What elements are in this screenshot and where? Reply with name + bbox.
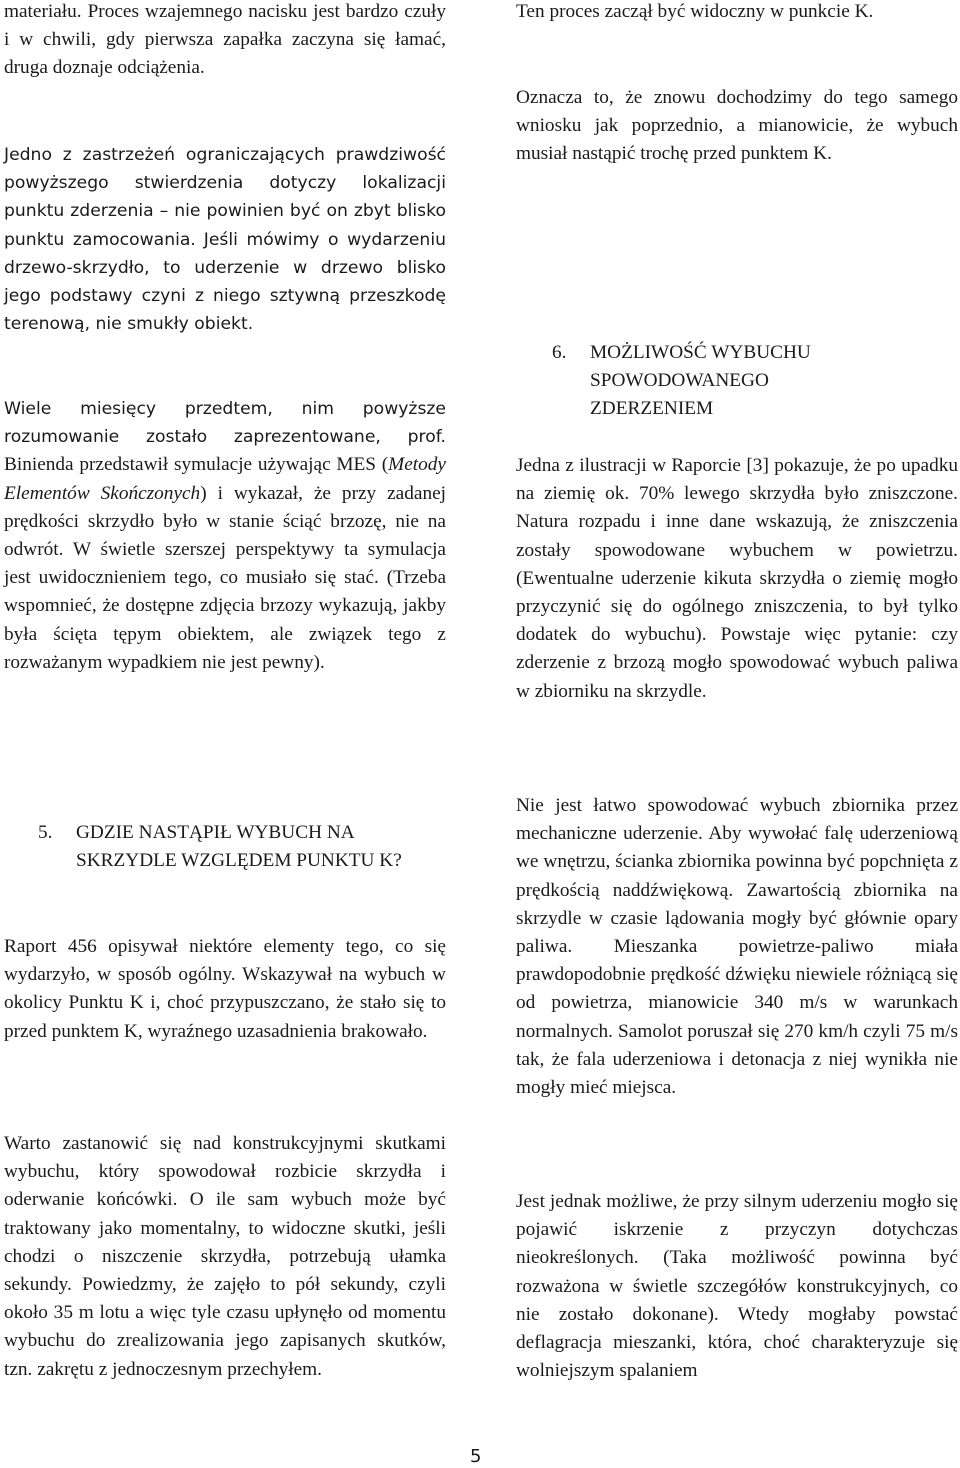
paragraph (516, 84, 958, 169)
section-title: GDZIE NASTĄPIŁ WYBUCH NA SKRZYDLE WZGLĘDEM PUNKTU K? (76, 822, 402, 872)
text-run: Jedna z ilustracji w Raporcie [3] pokazuje, że po upadku na ziemię ok. 70% lewego skrzydła było zniszczone. (516, 455, 958, 505)
paragraph (516, 0, 958, 26)
paragraph (516, 452, 958, 706)
section-heading-6 (552, 339, 890, 424)
text-run: Nie jest łatwo spowodować wybuch zbiornika przez mechaniczne uderzenie. (516, 795, 958, 845)
page-number: 5 (470, 1446, 482, 1467)
text-run: Zawartością zbiornika na skrzydle w czasie lądowania mogły być głównie opary paliwa. (516, 879, 958, 958)
text-run: Aby wywołać falę uderzeniową we wnętrzu, ścianka zbiornika powinna być popchnięta z prędkością naddźwiękową. (516, 823, 958, 901)
paragraph (4, 395, 446, 677)
text-run: materiału. Proces wzajemnego nacisku jest bardzo czuły i w chwili, gdy pierwsza zapałka zaczyna się łamać, druga doznaje odciążenia. (4, 1, 446, 79)
paragraph (516, 1188, 958, 1385)
section-heading-5 (38, 819, 436, 875)
text-run: Wtedy mogłaby powstać deflagracja mieszanki, która, choć charakteryzuje się wolniejszym spalaniem (516, 1303, 958, 1382)
text-run: Jest jednak możliwe, że przy silnym uderzeniu mogło się pojawić iskrzenie z przyczyn dotychczas nieokreślonych. (516, 1191, 958, 1269)
text-run: Jedno z zastrzeżeń ograniczających prawdziwość powyższego stwierdzenia dotyczy lokalizacji punktu zderzenia – nie powinien być on zbyt blisko punktu zamocowania. (4, 145, 446, 250)
section-number: 5. (38, 822, 53, 843)
paragraph (4, 0, 446, 83)
text-run: O ile sam wybuch może być traktowany jako momentalny, to widoczne skutki, jeśli chodzi o niszczenie skrzydła, potrzebują ułamka sekundy. (4, 1189, 446, 1296)
text-run: Warto zastanowić się nad konstrukcyjnymi skutkami wybuchu, który spowodował rozbicie skrzydła i oderwanie końcówki. (4, 1133, 446, 1211)
text-run: Jeśli mówimy o wydarzeniu drzewo-skrzydło, to uderzenie w drzewo blisko jego podstawy czyni z niego sztywną przeszkodę terenową, nie smukły obiekt. (4, 229, 446, 335)
text-run: Samolot poruszał się 270 km/h czyli 75 m/s tak, że fala uderzeniowa i detonacja z niej wynikła nie mogły mieć miejsca. (516, 1020, 959, 1099)
text-run: Oznacza to, że znowu dochodzimy do tego samego wniosku jak poprzednio, a mianowicie, że wybuch musiał nastąpić trochę przed punktem K. (516, 87, 958, 165)
paragraph (4, 1130, 446, 1384)
text-run: (Trzeba wspomnieć, że dostępne zdjęcia brzozy wykazują, jakby była ścięta tępym obiektem, ale związek tego z rozważanym wypadkiem nie jest pewny). (4, 567, 447, 673)
paragraph (4, 141, 446, 338)
text-run: Binienda przedstawił symulacje używając MES ( (4, 454, 389, 476)
section-number: 6. (552, 342, 567, 363)
paragraph (516, 792, 958, 1102)
emphasis-text: Metody Elementów Skończonych (4, 454, 446, 504)
text-run: Powiedzmy, że zajęło to pół sekundy, czyli około 35 m lotu a więc tyle czasu upłynęło od momentu wybuchu do zrealizowania jego zapisanych skutków, tzn. zakrętu z jednoczesnym przechyłem. (4, 1274, 446, 1380)
text-run: Raport 456 opisywał niektóre elementy tego, co się wydarzyło, w sposób ogólny. (4, 936, 446, 986)
paragraph (4, 933, 446, 1046)
text-run: (Taka możliwość powinna być rozważona w świetle szczegółów konstrukcyjnych, co nie zostało dokonane). (516, 1247, 958, 1325)
text-run: (Ewentualne uderzenie kikuta skrzydła o ziemię mogło przyczynić się do ogólnego zniszczenia, to był tylko dodatek do wybuchu). (516, 567, 958, 646)
text-run: W świetle szerszej perspektywy ta symulacja jest uwidocznieniem tego, co musiało się stać. (4, 539, 446, 589)
text-run: Natura rozpadu i inne dane wskazują, że zniszczenia zostały spowodowane wybuchem w powietrzu. (516, 511, 958, 561)
text-run: Wiele miesięcy przedtem, nim powyższe rozumowanie zostało zaprezentowane, prof. (4, 399, 446, 448)
text-run: Wskazywał na wybuch w okolicy Punktu K i, choć przypuszczano, że stało się to przed punktem K, wyraźnego uzasadnienia brakowało. (4, 964, 446, 1042)
text-run: Ten proces zaczął być widoczny w punkcie K. (516, 1, 874, 22)
text-run: ) i wykazał, że przy zadanej prędkości skrzydło było w stanie ściąć brzozę, nie na odwrót. (4, 482, 446, 561)
section-title: MOŻLIWOŚĆ WYBUCHU SPOWODOWANEGO ZDERZENIEM (590, 342, 811, 420)
text-run: Powstaje więc pytanie: czy zderzenie z brzozą mogło spowodować wybuch paliwa w zbiorniku na skrzydle. (516, 624, 958, 702)
text-run: Mieszanka powietrze-paliwo miała prawdopodobnie prędkość dźwięku niewiele różniącą się od powietrza, mianowicie 340 m/s w warunkach normalnych. (516, 936, 958, 1042)
